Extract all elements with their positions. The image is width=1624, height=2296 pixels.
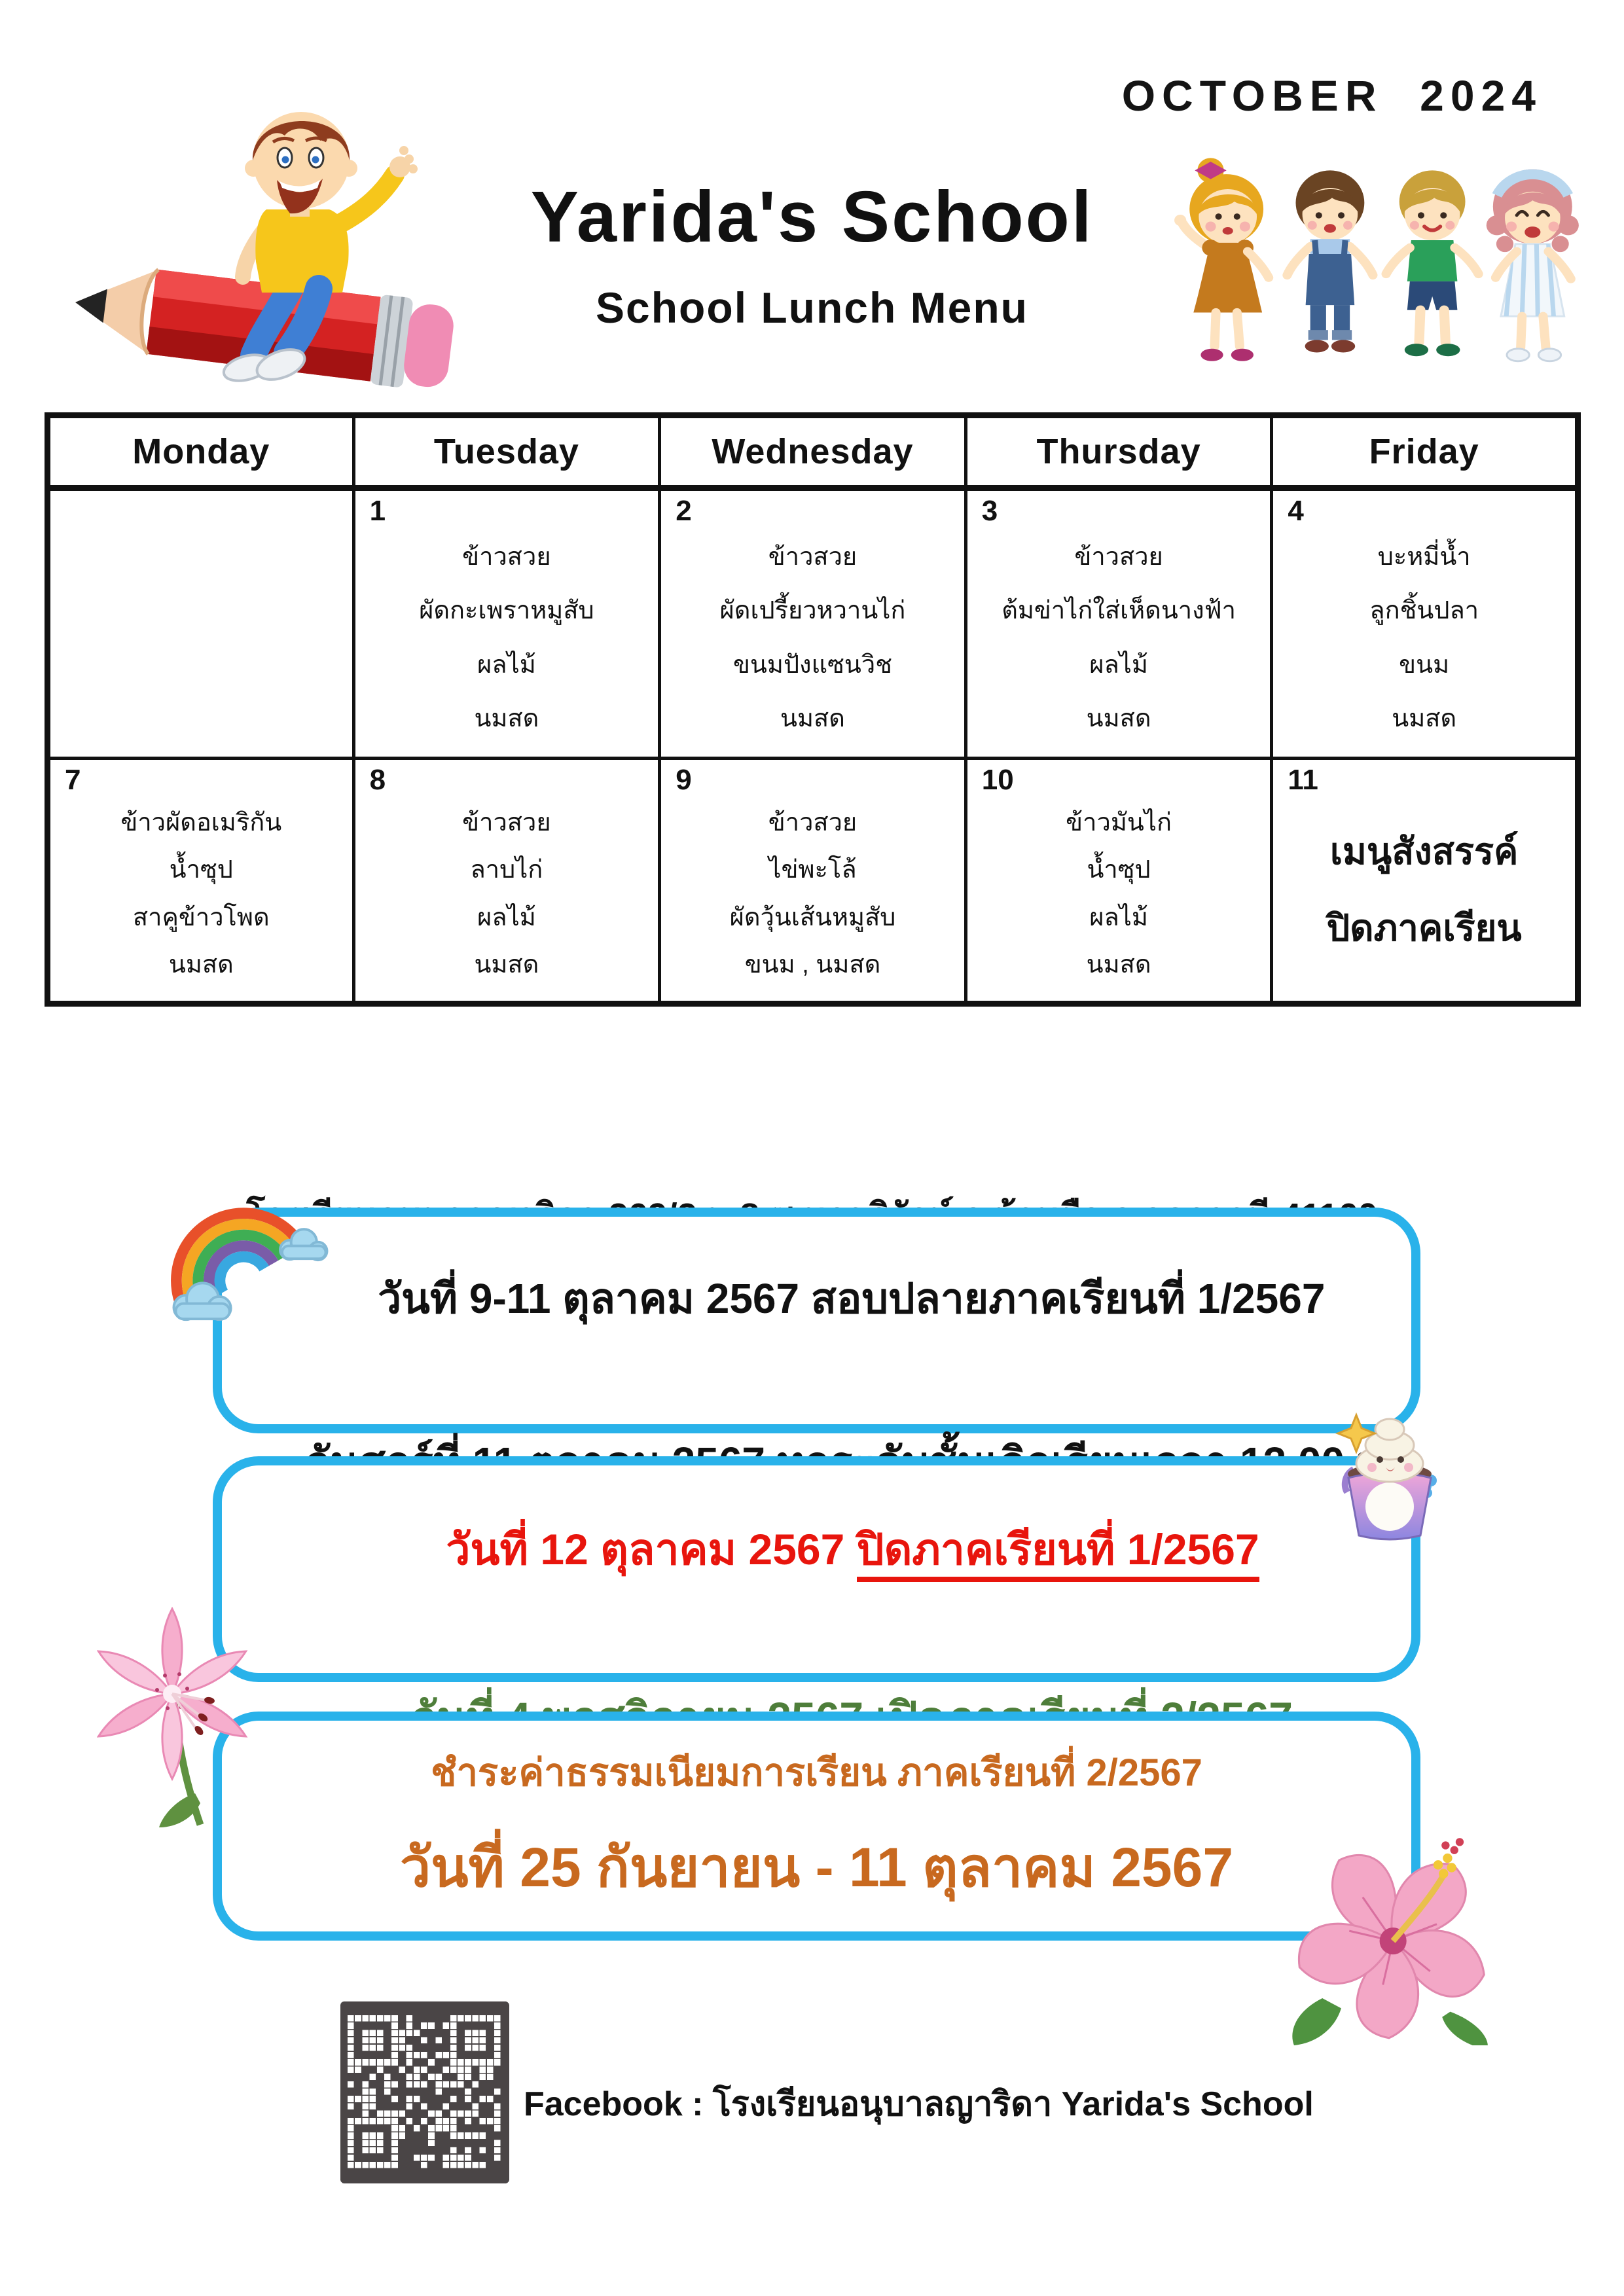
kids-holding-hands-icon (1168, 149, 1591, 411)
date-number: 3 (981, 495, 998, 527)
date-number: 9 (676, 764, 692, 796)
menu-item: บะหมี่น้ำ (1377, 543, 1471, 571)
menu-item: ผัดเปรี้ยวหวานไก่ (719, 597, 906, 625)
menu-item: ผลไม้ (1089, 651, 1148, 679)
menu-item: นมสด (168, 951, 234, 979)
date-number: 11 (1288, 764, 1318, 796)
menu-cell-week1-tuesday (353, 488, 660, 759)
menu-cell-week2-friday (1272, 759, 1578, 1004)
menu-item: นมสด (474, 705, 539, 733)
menu-item: ข้าวผัดอเมริกัน (120, 808, 282, 836)
menu-cell-week2-thursday (965, 759, 1272, 1004)
day-header-wednesday: Wednesday (660, 416, 966, 488)
menu-item: นมสด (1392, 705, 1457, 733)
lunch-menu-table (45, 412, 1581, 1007)
menu-cell-week1-wednesday (660, 488, 966, 759)
menu-item: น้ำซุป (169, 856, 233, 884)
menu-item: ข้าวสวย (768, 808, 857, 836)
date-number: 1 (369, 495, 386, 527)
qr-code (340, 2001, 509, 2183)
menu-item: นมสด (1086, 951, 1151, 979)
notice-line-fee-dates: วันที่ 25 กันยายน - 11 ตุลาคม 2567 (399, 1837, 1234, 1899)
day-header-friday: Friday (1272, 416, 1578, 488)
date-number: 2 (676, 495, 692, 527)
cupcake-icon (1327, 1407, 1455, 1548)
menu-item: ผัดกะเพราหมูสับ (419, 597, 594, 625)
menu-cell-week1-thursday (965, 488, 1272, 759)
menu-cell-week2-tuesday (353, 759, 660, 1004)
menu-item: ผลไม้ (477, 651, 536, 679)
menu-item: นมสด (1086, 705, 1151, 733)
menu-item: สาคูข้าวโพด (132, 903, 270, 931)
facebook-label: Facebook : โรงเรียนอนุบาลญาริดา Yarida's School (524, 2085, 1314, 2123)
menu-item: ผัดวุ้นเส้นหมูสับ (729, 903, 896, 931)
menu-item: ลูกชิ้นปลา (1369, 597, 1479, 625)
menu-cell-week2-monday (48, 759, 354, 1004)
notice-line-close-term: วันที่ 12 ตุลาคม 2567 ปิดภาคเรียนที่ 1/2567 (374, 1465, 1259, 1634)
date-number: 4 (1288, 495, 1304, 527)
menu-item: ต้มข่าไก่ใส่เห็ดนางฟ้า (1001, 597, 1236, 625)
menu-item: ข้าวสวย (1074, 543, 1163, 571)
menu-item: ข้าวสวย (768, 543, 857, 571)
day-header-thursday: Thursday (965, 416, 1272, 488)
menu-cell-week1-friday (1272, 488, 1578, 759)
menu-item: ข้าวมันไก่ (1066, 808, 1172, 836)
notice-exam-dates (213, 1208, 1420, 1433)
holiday-note-line: ปิดภาคเรียน (1326, 907, 1522, 948)
holiday-note-line: เมนูสังสรรค์ (1329, 831, 1519, 872)
menu-item: ขนมปังแซนวิช (732, 651, 893, 679)
boy-riding-pencil-icon (36, 75, 475, 389)
month-label: OCTOBER 2024 (1121, 71, 1542, 120)
page-title: Yarida's School (530, 177, 1094, 257)
date-number: 8 (369, 764, 386, 796)
date-number: 7 (65, 764, 81, 796)
date-number: 10 (981, 764, 1014, 796)
hibiscus-flower-icon (1282, 1810, 1498, 2045)
holiday-note (1280, 798, 1568, 981)
menu-item: ขนม , นมสด (744, 951, 881, 979)
page-subtitle: School Lunch Menu (596, 283, 1028, 332)
menu-item: นมสด (780, 705, 845, 733)
day-header-tuesday: Tuesday (353, 416, 660, 488)
menu-item: ผลไม้ (1089, 903, 1148, 931)
menu-item: ลาบไก่ (470, 856, 543, 884)
menu-item: ข้าวสวย (462, 543, 551, 571)
rainbow-icon (165, 1172, 335, 1325)
notice-term-dates (213, 1456, 1420, 1682)
menu-cell-week1-monday (48, 488, 354, 759)
notice-line: วันที่ 9-11 ตุลาคม 2567 สอบปลายภาคเรียนที่ 1/2567 (378, 1275, 1326, 1322)
menu-cell-week2-wednesday (660, 759, 966, 1004)
menu-item: นมสด (474, 951, 539, 979)
menu-item: น้ำซุป (1087, 856, 1151, 884)
menu-item: ข้าวสวย (462, 808, 551, 836)
menu-item: ผลไม้ (477, 903, 536, 931)
date-number (57, 495, 346, 529)
day-header-monday: Monday (48, 416, 354, 488)
notice-tuition-fee (213, 1712, 1420, 1941)
menu-item: ไข่พะโล้ (768, 856, 857, 884)
lily-flower-icon (97, 1597, 251, 1829)
menu-item: ขนม (1399, 651, 1450, 679)
notice-line-fee: ชำระค่าธรรมเนียมการเรียน ภาคเรียนที่ 2/2567 (431, 1751, 1202, 1794)
